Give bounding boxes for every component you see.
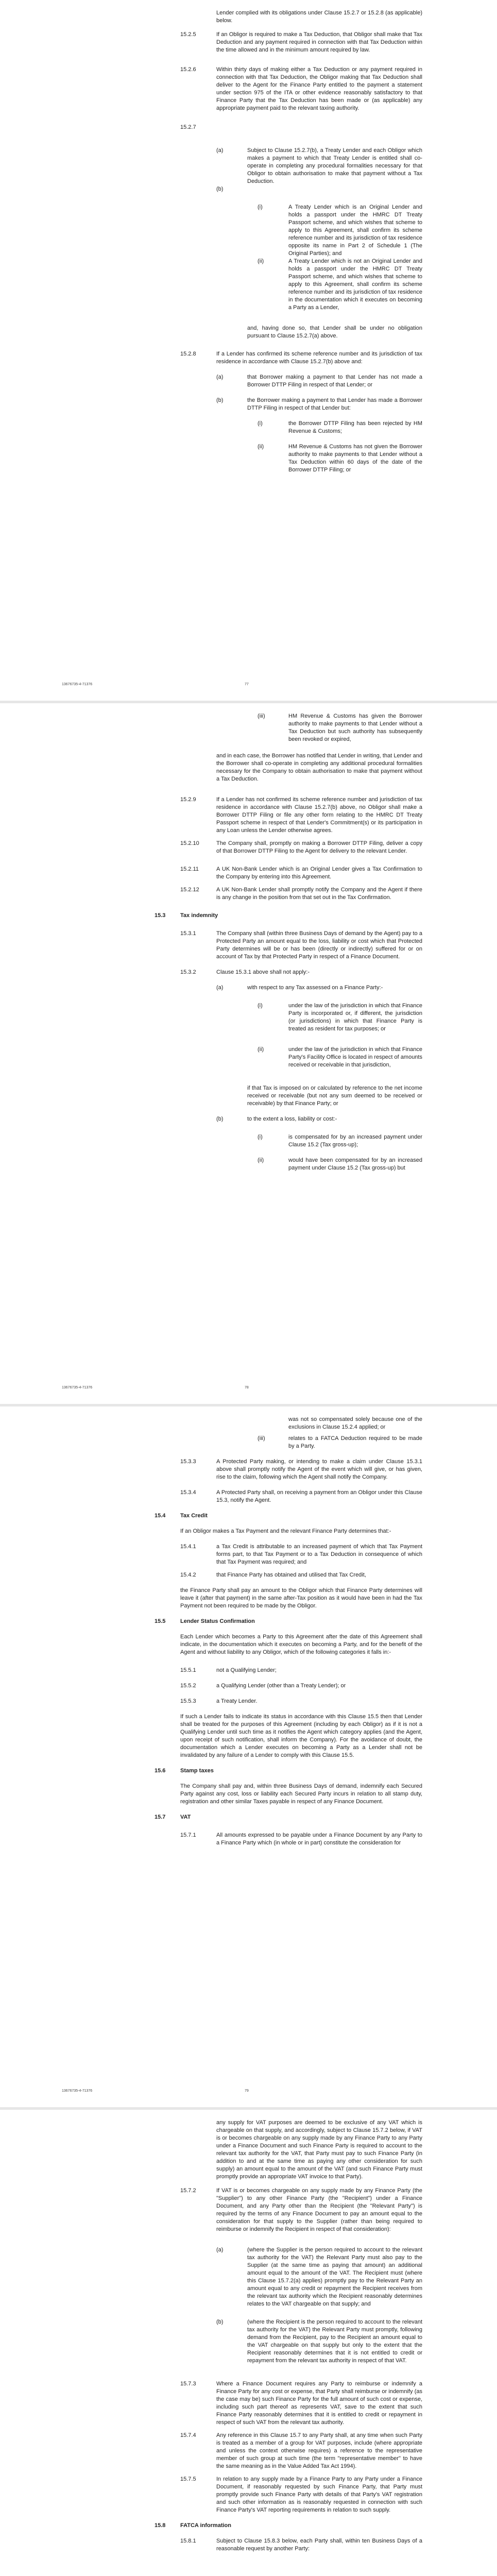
subclause-text: (where the Recipient is the person required to account to the relevant tax authority for the VAT) the Relevant Party must promptly, following demand from the Recipient, pay to the Recipient an amount equal to the VAT chargeable on that supply but only to the extent that the Recipient reasonably determines that it is not entitled to credit or repayment from the relevant tax authority in respect of that VAT. [247, 2319, 422, 2364]
section-heading: FATCA information [180, 2522, 231, 2529]
subclause-text: HM Revenue & Customs has given the Borrower authority to make payments to that Lender without a Tax Deduction but such authority has subsequently been revoked or expired, [288, 713, 422, 742]
subclause-text: would have been compensated for by an increased payment under Clause 15.2 (Tax gross-up) but [288, 1157, 422, 1171]
footer-doc-id: 13676735-4-71376 [62, 2089, 93, 2093]
clause-number: 15.5.1 [180, 1667, 196, 1673]
subclause-roman: (iii) [258, 713, 265, 719]
section-number: 15.8 [155, 2522, 166, 2529]
section-number: 15.5 [155, 1618, 166, 1624]
document-page-80 [0, 2110, 497, 2576]
footer-page-number: 78 [245, 1386, 249, 1389]
clause-text: not a Qualifying Lender; [216, 1667, 277, 1673]
subclause-roman: (iii) [258, 1435, 265, 1442]
section-number: 15.7 [155, 1814, 166, 1820]
section-number: 15.3 [155, 912, 166, 919]
subclause-text: Subject to Clause 15.2.7(b), a Treaty Lender and each Obligor which makes a payment to which that Treaty Lender is entitled shall co-operate in completing any procedural formalities necessary for that Obligor to obtain authorisation to make that payment without a Tax Deduction. [247, 147, 422, 184]
clause-text: The Company shall, promptly on making a Borrower DTTP Filing, deliver a copy of that Borrower DTTP Filing to the Agent for delivery to the relevant Lender. [216, 840, 422, 854]
subclause-letter: (b) [216, 2319, 224, 2325]
clause-number: 15.2.9 [180, 796, 196, 803]
clause-text: A UK Non-Bank Lender which is an Original Lender gives a Tax Confirmation to the Company by entering into this Agreement. [216, 866, 422, 880]
clause-text: a Qualifying Lender (other than a Treaty Lender); or [216, 1683, 346, 1689]
clause-number: 15.7.4 [180, 2432, 196, 2438]
subclause-text: under the law of the jurisdiction in which that Finance Party's Facility Office is located in respect of amounts received or receivable in that jurisdiction, [288, 1046, 422, 1068]
subclause-letter: (b) [216, 186, 224, 192]
section-heading: Tax indemnity [180, 912, 218, 919]
clause-number: 15.3.1 [180, 930, 196, 937]
subclause-text: with respect to any Tax assessed on a Finance Party:- [247, 985, 383, 991]
section-heading: Tax Credit [180, 1513, 208, 1519]
subclause-text: the Borrower making a payment to that Lender has made a Borrower DTTP Filing in respect of that Lender but: [247, 397, 422, 411]
subclause-text: to the extent a loss, liability or cost:- [247, 1116, 337, 1122]
subclause-text: HM Revenue & Customs has not given the Borrower authority to make payments to that Lender without a Tax Deduction within 60 days of the date of the Borrower DTTP Filing; or [288, 444, 422, 473]
clause-number: 15.2.7 [180, 124, 196, 130]
section-number: 15.6 [155, 1768, 166, 1774]
clause-text: Within thirty days of making either a Tax Deduction or any payment required in connection with that Tax Deduction, the Obligor making that Tax Deduction shall deliver to the Agent for the Finance Party entitled to the payment a statement under section 975 of the ITA or other evidence reasonably satisfactory to that Finance Party that the Tax Deduction has been made or (as applicable) any appropriate payment paid to the relevant taxing authority. [216, 66, 422, 111]
clause-text: A UK Non-Bank Lender shall promptly notify the Company and the Agent if there is any change in the position from that set out in the Tax Confirmation. [216, 887, 422, 901]
footer-page-number: 77 [245, 683, 249, 686]
clause-text: a Tax Credit is attributable to an increased payment of which that Tax Payment forms part, to that Tax Payment or to a Tax Deduction in consequence of which that Tax Payment was required; and [216, 1544, 422, 1565]
clause-number: 15.2.8 [180, 351, 196, 357]
section-heading: VAT [180, 1814, 191, 1820]
clause-number: 15.4.1 [180, 1544, 196, 1550]
subclause-letter: (a) [216, 147, 224, 154]
clause-number: 15.2.11 [180, 866, 199, 872]
clause-text: In relation to any supply made by a Finance Party to any Party under a Finance Document, if reasonably requested by such Finance Party, that Party must promptly provide such Finance Party with details of that Party's VAT registration and such other information as is reasonably requested in connection with such Finance Party's VAT reporting requirements in relation to such supply. [216, 2476, 422, 2513]
subclause-text: relates to a FATCA Deduction required to be made by a Party. [288, 1435, 422, 1449]
clause-number: 15.7.1 [180, 1832, 196, 1838]
paragraph: the Finance Party shall pay an amount to the Obligor which that Finance Party determines will leave it (after that payment) in the same after-Tax position as it would have been in had the Tax Payment not been required to be made by the Obligor. [180, 1587, 422, 1609]
paragraph: Lender complied with its obligations under Clause 15.2.7 or 15.2.8 (as applicable) below. [216, 10, 422, 24]
clause-number: 15.5.2 [180, 1683, 196, 1689]
subclause-text: the Borrower DTTP Filing has been rejected by HM Revenue & Customs; [288, 420, 422, 434]
subclause-text: A Treaty Lender which is not an Original Lender and holds a passport under the HMRC DT Treaty Passport scheme, and which wishes that scheme to apply to this Agreement, shall confirm its scheme reference number and its jurisdiction of tax residence in the documentation which it executes on becoming a Party as a Lender, [288, 258, 422, 311]
clause-number: 15.2.12 [180, 887, 199, 893]
clause-text: Clause 15.3.1 above shall not apply:- [216, 969, 310, 975]
clause-number: 15.2.10 [180, 840, 199, 846]
clause-number: 15.7.2 [180, 2188, 196, 2194]
paragraph: if that Tax is imposed on or calculated by reference to the net income received or receivable (but not any sum deemed to be received or receivable) by that Finance Party; or [247, 1085, 422, 1107]
section-heading: Stamp taxes [180, 1768, 214, 1774]
clause-number: 15.3.3 [180, 1459, 196, 1465]
paragraph: and, having done so, that Lender shall be under no obligation pursuant to Clause 15.2.7(a) above. [247, 325, 422, 339]
clause-text: The Company shall (within three Business Days of demand by the Agent) pay to a Protected Party an amount equal to the loss, liability or cost which that Protected Party determines will be or has been (directly or indirectly) suffered for or on account of Tax by that Protected Party in respect of a Finance Document. [216, 930, 422, 960]
clause-number: 15.2.5 [180, 31, 196, 38]
section-number: 15.4 [155, 1513, 166, 1519]
subclause-letter: (b) [216, 397, 224, 403]
document-page-79 [0, 1406, 497, 2107]
paragraph: The Company shall pay and, within three Business Days of demand, indemnify each Secured Party against any cost, loss or liability each Secured Party incurs in relation to all stamp duty, registration and other similar Taxes payable in respect of any Finance Document. [180, 1783, 422, 1805]
clause-text: A Protected Party making, or intending to make a claim under Clause 15.3.1 above shall promptly notify the Agent of the event which will give, or has given, rise to the claim, following which the Agent shall notify the Company. [216, 1459, 422, 1480]
subclause-roman: (ii) [258, 258, 264, 264]
clause-text: If a Lender has confirmed its scheme reference number and its jurisdiction of tax residence in accordance with Clause 15.2.7(b) above and: [216, 351, 422, 365]
clause-text: If VAT is or becomes chargeable on any supply made by any Finance Party (the "Supplier") to any other Finance Party (the "Recipient") under a Finance Document, and any Party other than the Recipient (the "Relevant Party") is required by the terms of any Finance Document to pay an amount equal to the consideration for that supply to the Supplier (rather than being required to reimburse or indemnify the Recipient in respect of that consideration): [216, 2188, 422, 2232]
paragraph: Each Lender which becomes a Party to this Agreement after the date of this Agreement shall indicate, in the documentation which it executes on becoming a Party, and for the benefit of the Agent and without liability to any Obligor, which of the following categories it falls in:- [180, 1634, 422, 1655]
subclause-roman: (ii) [258, 444, 264, 450]
subclause-letter: (b) [216, 1116, 224, 1122]
clause-number: 15.2.6 [180, 66, 196, 73]
clause-number: 15.7.5 [180, 2476, 196, 2482]
document-page-77 [0, 0, 497, 701]
footer-doc-id: 13676735-4-71376 [62, 683, 93, 686]
clause-text: Where a Finance Document requires any Party to reimburse or indemnify a Finance Party for any cost or expense, that Party shall reimburse or indemnify (as the case may be) such Finance Party for the full amount of such cost or expense, including such part thereof as represents VAT, save to the extent that such Finance Party reasonably determines that it is entitled to credit or repayment in respect of such VAT from the relevant tax authority. [216, 2381, 422, 2426]
clause-number: 15.7.3 [180, 2381, 196, 2387]
subclause-letter: (a) [216, 374, 224, 380]
document-page-78 [0, 703, 497, 1404]
clause-text: If a Lender has not confirmed its scheme reference number and jurisdiction of tax residence in accordance with Clause 15.2.7(b) above, no Obligor shall make a Borrower DTTP Filing or file any other form relating to the HMRC DT Treaty Passport scheme in respect of that Lender's Commitment(s) or its participation in any Loan unless the Lender otherwise agrees. [216, 796, 422, 834]
clause-text: All amounts expressed to be payable under a Finance Document by any Party to a Finance Party which (in whole or in part) constitute the consideration for [216, 1832, 422, 1846]
subclause-roman: (ii) [258, 1157, 264, 1163]
subclause-roman: (i) [258, 1003, 263, 1009]
paragraph: If such a Lender fails to indicate its status in accordance with this Clause 15.5 then that Lender shall be treated for the purposes of this Agreement (including by each Obligor) as if it is not a Qualifying Lender until such time as it notifies the Agent which category applies (and the Agent, upon receipt of such notification, shall inform the Company). For the avoidance of doubt, the documentation which a Lender executes on becoming a Party as a Lender shall not be invalidated by any failure of a Lender to comply with this Clause 15.5. [180, 1714, 422, 1758]
subclause-roman: (i) [258, 204, 263, 210]
subclause-roman: (ii) [258, 1046, 264, 1053]
subclause-letter: (a) [216, 2247, 224, 2253]
subclause-text: under the law of the jurisdiction in which that Finance Party is incorporated or, if different, the jurisdiction (or jurisdictions) in which that Finance Party is treated as resident for tax purposes; or [288, 1003, 422, 1032]
subclause-letter: (a) [216, 985, 224, 991]
subclause-text: (where the Supplier is the person required to account to the relevant tax authority for the VAT) the Relevant Party must also pay to the Supplier (at the same time as paying that amount) an additional amount equal to the amount of the VAT. The Recipient must (where this Clause 15.7.2(a) applies) promptly pay to the Relevant Party an amount equal to any credit or repayment the Recipient receives from the relevant tax authority which the Recipient reasonably determines relates to the VAT chargeable on that supply; and [247, 2247, 422, 2307]
subclause-text: is compensated for by an increased payment under Clause 15.2 (Tax gross-up); [288, 1134, 422, 1148]
paragraph: If an Obligor makes a Tax Payment and the relevant Finance Party determines that:- [180, 1528, 391, 1534]
clause-text: that Finance Party has obtained and utilised that Tax Credit, [216, 1572, 366, 1578]
clause-text: If an Obligor is required to make a Tax Deduction, that Obligor shall make that Tax Deduction and any payment required in connection with that Tax Deduction within the time allowed and in the minimum amount required by law. [216, 31, 422, 53]
subclause-roman: (i) [258, 1134, 263, 1140]
footer-page-number: 79 [245, 2089, 249, 2093]
clause-text: A Protected Party shall, on receiving a payment from an Obligor under this Clause 15.3, notify the Agent. [216, 1489, 422, 1503]
subclause-text: A Treaty Lender which is an Original Lender and holds a passport under the HMRC DT Treaty Passport scheme, and which wishes that scheme to apply to this Agreement, shall confirm its scheme reference number and its jurisdiction of tax residence opposite its name in Part 2 of Schedule 1 (The Original Parties); and [288, 204, 422, 257]
clause-text: Subject to Clause 15.8.3 below, each Party shall, within ten Business Days of a reasonable request by another Party: [216, 2538, 422, 2552]
paragraph: any supply for VAT purposes are deemed to be exclusive of any VAT which is chargeable on that supply, and accordingly, subject to Clause 15.7.2 below, if VAT is or becomes chargeable on any supply made by any Finance Party to any Party under a Finance Document and such Finance Party is required to account to the relevant tax authority for the VAT, that Party must pay to such Finance Party (in addition to and at the same time as paying any other consideration for such supply) an amount equal to the amount of the VAT (and such Finance Party must promptly provide an appropriate VAT invoice to that Party). [216, 2120, 422, 2180]
clause-number: 15.8.1 [180, 2538, 196, 2544]
clause-text: Any reference in this Clause 15.7 to any Party shall, at any time when such Party is treated as a member of a group for VAT purposes, include (where appropriate and unless the context otherwise requires) a reference to the representative member of such group at such time (the term "representative member" to have the same meaning as in the Value Added Tax Act 1994). [216, 2432, 422, 2469]
section-heading: Lender Status Confirmation [180, 1618, 255, 1624]
clause-text: a Treaty Lender. [216, 1698, 258, 1704]
clause-number: 15.3.2 [180, 969, 196, 975]
subclause-text: that Borrower making a payment to that Lender has not made a Borrower DTTP Filing in respect of that Lender; or [247, 374, 422, 388]
clause-number: 15.4.2 [180, 1572, 196, 1578]
paragraph: and in each case, the Borrower has notified that Lender in writing, that Lender and the Borrower shall co-operate in completing any additional procedural formalities necessary for the Company to obtain authorisation to make that payment without a Tax Deduction. [216, 753, 422, 782]
clause-number: 15.3.4 [180, 1489, 196, 1496]
subclause-roman: (i) [258, 420, 263, 427]
paragraph: was not so compensated solely because one of the exclusions in Clause 15.2.4 applied; or [288, 1416, 422, 1430]
clause-number: 15.5.3 [180, 1698, 196, 1704]
footer-doc-id: 13676735-4-71376 [62, 1386, 93, 1389]
